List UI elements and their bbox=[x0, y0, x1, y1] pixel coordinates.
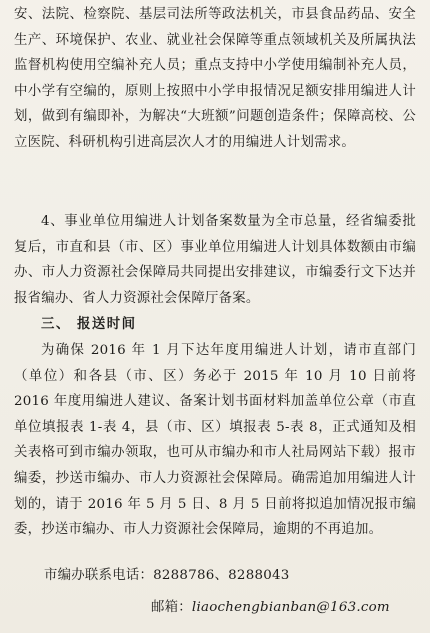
paragraph-staffing-priorities: 安、法院、检察院、基层司法所等政法机关，市县食品药品、安全生产、环境保护、农业、就业社会保障等重点领域机关及所属执法监督机构使用空编补充人员；重点支持中小学使用编制补充人员，中小学有空编的，原则上按照中小学申报情况足额安排用编进人计划，做到有编即补，为解决“大班额”问题创造条件；保障高校、公立医院、科研机构引进高层次人才的用编进人计划需求。 bbox=[14, 7, 416, 150]
paragraph-filing-quota: 4、事业单位用编进人计划备案数量为全市总量，经省编委批复后，市直和县（市、区）事业单位用编进人计划具体数额由市编办、市人力资源社会保障局共同提出安排建议，市编委行文下达并报省编办、省人力资源社会保障厅备案。 bbox=[14, 214, 416, 306]
section-heading-submission-time: 三、 报送时间 bbox=[41, 316, 137, 332]
contact-email-label: 邮箱： bbox=[151, 600, 192, 615]
contact-email-line bbox=[151, 596, 390, 615]
contact-phone-line bbox=[44, 564, 290, 583]
contact-email-value: liaochengbianban@163.com bbox=[191, 600, 390, 615]
contact-phone-label: 市编办联系电话： bbox=[44, 568, 154, 583]
contact-phone-value: 8288786、8288043 bbox=[153, 568, 290, 583]
paragraph-submission-deadlines: 为确保 2016 年 1 月下达年度用编进人计划，请市直部门（单位）和各县（市、区）务必于 2015 年 10 月 10 日前将 2016 年度用编进人建议、备案计划书面材料加盖单位公章（市直单位填报表 1-表 4，县（市、区）填报表 5-表 8，正式通知及相关表格可到市编办领取，也可从市编办和市人社局网站下载）报市编委，抄送市编办、市人力资源社会保障局。确需追加用编进人计划的，请于 2016 年 5 月 5 日、8 月 5 日前将拟追加情况报市编委，抄送市编办、市人力资源社会保障局，逾期的不再追加。 bbox=[14, 343, 416, 538]
